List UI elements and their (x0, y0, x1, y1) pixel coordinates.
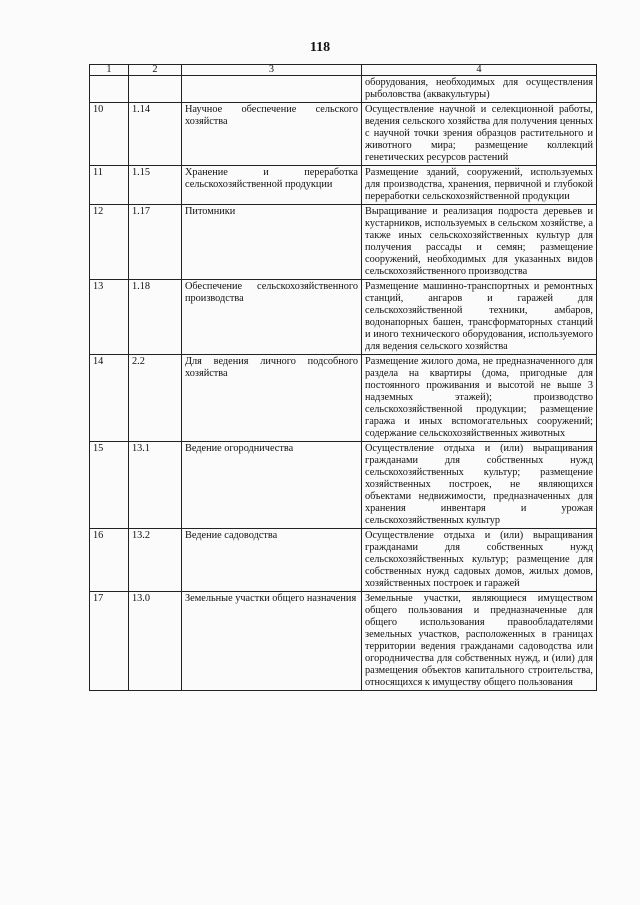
row-name: Научное обеспечение сельского хозяйства (182, 103, 362, 166)
row-description: Осуществление отдыха и (или) выращивания гражданами для собственных нужд сельскохозяйственных культур; размещение для собственных нужд садовых домов, жилых домов, хозяйственных построек и гаражей (362, 529, 597, 592)
row-number: 13 (90, 280, 129, 355)
page-number: 118 (309, 40, 331, 55)
column-header-3: 3 (182, 65, 362, 76)
row-description: Размещение жилого дома, не предназначенного для раздела на квартиры (дома, пригодные для постоянного проживания и высотой не выше 3 надземных этажей); производство сельскохозяйственной продукции; размещение гаража и иных вспомогательных сооружений; содержание сельскохозяйственных животных (362, 355, 597, 442)
header-row (90, 65, 597, 76)
row-name: Ведение садоводства (182, 529, 362, 592)
row-number: 17 (90, 592, 129, 691)
column-header-4: 4 (362, 65, 597, 76)
row-name (182, 76, 362, 103)
row-description: Размещение машинно-транспортных и ремонтных станций, ангаров и гаражей для сельскохозяйственной техники, амбаров, водонапорных башен, трансформаторных станций и иного технического оборудования, используемого для ведения сельского хозяйства (362, 280, 597, 355)
row-number: 15 (90, 442, 129, 529)
column-header-1: 1 (90, 65, 129, 76)
row-number: 12 (90, 205, 129, 280)
land-use-table (89, 64, 597, 691)
table-row (90, 166, 597, 205)
table-row (90, 355, 597, 442)
row-code: 1.14 (129, 103, 182, 166)
row-code: 13.0 (129, 592, 182, 691)
row-description: Размещение зданий, сооружений, используемых для производства, хранения, первичной и глубокой переработки сельскохозяйственной продукции (362, 166, 597, 205)
row-description: Осуществление отдыха и (или) выращивания гражданами для собственных нужд сельскохозяйственных культур; размещение хозяйственных построек, не являющихся объектами недвижимости, предназначенных для хранения инвентаря и урожая сельскохозяйственных культур (362, 442, 597, 529)
row-code (129, 76, 182, 103)
row-name: Ведение огородничества (182, 442, 362, 529)
row-description: Осуществление научной и селекционной работы, ведения сельского хозяйства для получения ценных с научной точки зрения образцов растительного и животного мира; размещение коллекций генетических ресурсов растений (362, 103, 597, 166)
row-number: 16 (90, 529, 129, 592)
table-row (90, 205, 597, 280)
row-name: Хранение и переработка сельскохозяйственной продукции (182, 166, 362, 205)
table-row (90, 442, 597, 529)
row-name: Обеспечение сельскохозяйственного производства (182, 280, 362, 355)
table-row (90, 529, 597, 592)
table-row (90, 103, 597, 166)
row-number: 11 (90, 166, 129, 205)
row-name: Земельные участки общего назначения (182, 592, 362, 691)
row-name: Питомники (182, 205, 362, 280)
row-code: 1.17 (129, 205, 182, 280)
row-code: 13.2 (129, 529, 182, 592)
row-code: 1.18 (129, 280, 182, 355)
column-header-2: 2 (129, 65, 182, 76)
row-name: Для ведения личного подсобного хозяйства (182, 355, 362, 442)
row-description: Земельные участки, являющиеся имуществом общего пользования и предназначенные для общего использования правообладателями земельных участков, расположенных в границах территории ведения гражданами садоводства или огородничества для собственных нужд, и (или) для размещения объектов капитального строительства, относящихся к имуществу общего пользования (362, 592, 597, 691)
table-row (90, 280, 597, 355)
row-code: 2.2 (129, 355, 182, 442)
row-description: оборудования, необходимых для осуществления рыболовства (аквакультуры) (362, 76, 597, 103)
row-code: 1.15 (129, 166, 182, 205)
row-number: 14 (90, 355, 129, 442)
row-number (90, 76, 129, 103)
table-row (90, 592, 597, 691)
row-description: Выращивание и реализация подроста деревьев и кустарников, используемых в сельском хозяйстве, а также иных сельскохозяйственных культур для получения рассады и семян; размещение сооружений, необходимых для указанных видов сельскохозяйственного производства (362, 205, 597, 280)
row-code: 13.1 (129, 442, 182, 529)
table-row (90, 76, 597, 103)
row-number: 10 (90, 103, 129, 166)
